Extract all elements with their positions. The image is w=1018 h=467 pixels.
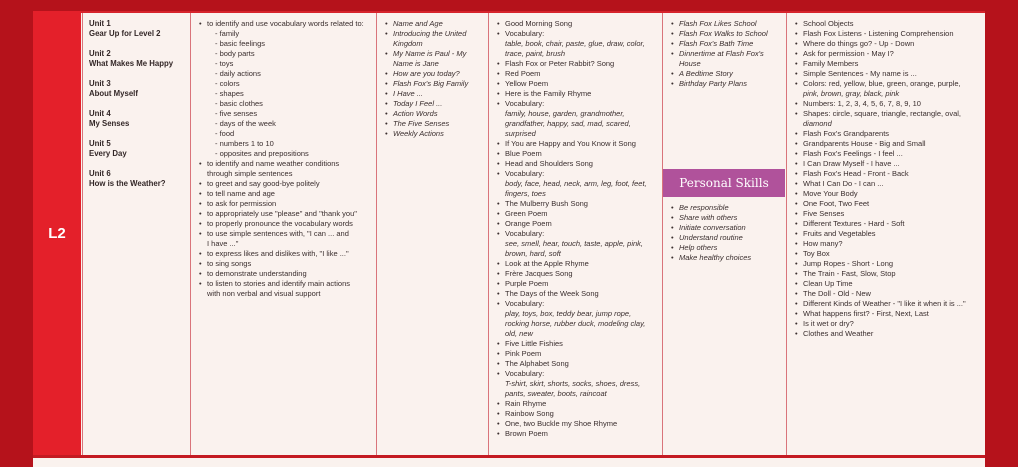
content-item: • Flash Fox's Feelings - I feel ... [793, 149, 985, 159]
content-item: • Family Members [793, 59, 985, 69]
song-item: • Flash Fox or Peter Rabbit? Song [495, 59, 662, 69]
content-item: • Different Textures - Hard - Soft [793, 219, 985, 229]
content-item: • Colors: red, yellow, blue, green, orange, purple, [793, 79, 985, 89]
content-item: pink, brown, gray, black, pink [803, 89, 900, 98]
objective-item: - basic clothes [215, 99, 263, 108]
objective-item: • to express likes and dislikes with, "I like ..." [197, 249, 376, 259]
skill-item: • Initiate conversation [669, 223, 783, 233]
content-item: diamond [803, 119, 832, 128]
objective-item: • to properly pronounce the vocabulary words [197, 219, 376, 229]
content-item: • Grandparents House - Big and Small [793, 139, 985, 149]
song-item: • Orange Poem [495, 219, 662, 229]
story-item: • Birthday Party Plans [669, 79, 786, 89]
content-item: • School Objects [793, 19, 985, 29]
content-item: • Flash Fox's Head - Front - Back [793, 169, 985, 179]
content-item: • Different Kinds of Weather - "I like it when it is ..." [793, 299, 985, 309]
song-item: old, new [505, 329, 533, 338]
song-item: • Red Poem [495, 69, 662, 79]
objective-item: - family [215, 29, 240, 38]
objective-item: • to ask for permission [197, 199, 376, 209]
song-item: • Vocabulary: [495, 29, 662, 39]
content-item: • How many? [793, 239, 985, 249]
story-item: • Flash Fox Walks to School [669, 29, 786, 39]
content-column [786, 13, 985, 455]
topic-item: • My Name is Paul - My Name is Jane [383, 49, 488, 69]
objectives-column [190, 13, 376, 455]
objective-item: • to demonstrate understanding [197, 269, 376, 279]
unit-number: Unit 2 [89, 49, 111, 58]
unit-heading [89, 139, 190, 159]
song-item: • The Alphabet Song [495, 359, 662, 369]
objective-item: - shapes [215, 89, 244, 98]
skill-item: • Make healthy choices [669, 253, 783, 263]
topics-column [376, 13, 488, 455]
content-item: • Jump Ropes - Short - Long [793, 259, 985, 269]
unit-title: What Makes Me Happy [89, 59, 174, 68]
unit-number: Unit 5 [89, 139, 111, 148]
objective-item: - opposites and prepositions [215, 149, 309, 158]
skill-item: • Understand routine [669, 233, 783, 243]
skill-item: • Help others [669, 243, 783, 253]
topic-item: • Action Words [383, 109, 488, 119]
song-item: rocking horse, rubber duck, modeling clay, [505, 319, 646, 328]
level-cell [33, 11, 81, 455]
content-item: • Toy Box [793, 249, 985, 259]
objective-item: - five senses [215, 109, 258, 118]
content-item: • One Foot, Two Feet [793, 199, 985, 209]
song-item: • Pink Poem [495, 349, 662, 359]
song-item: play, toys, box, teddy bear, jump rope, [505, 309, 632, 318]
skill-item: • Be responsible [669, 203, 783, 213]
objective-item: - numbers 1 to 10 [215, 139, 274, 148]
topic-item: • Name and Age [383, 19, 488, 29]
song-item: • Green Poem [495, 209, 662, 219]
song-item: • Vocabulary: [495, 229, 662, 239]
story-item: • Dinnertime at Flash Fox's House [669, 49, 786, 69]
skill-item: • Share with others [669, 213, 783, 223]
objective-item: - basic feelings [215, 39, 266, 48]
story-item: • Flash Fox Likes School [669, 19, 786, 29]
content-item: • The Doll - Old - New [793, 289, 985, 299]
objective-item: • to identify and use vocabulary words related to: [197, 19, 376, 29]
song-item: • Purple Poem [495, 279, 662, 289]
objective-item: - daily actions [215, 69, 261, 78]
song-item: family, house, garden, grandmother, [505, 109, 625, 118]
content-item: • Where do things go? - Up - Down [793, 39, 985, 49]
song-item: • Here is the Family Rhyme [495, 89, 662, 99]
objective-item: with non verbal and visual support [207, 289, 321, 298]
topic-item: • Today I Feel ... [383, 99, 488, 109]
content-item: • Simple Sentences - My name is ... [793, 69, 985, 79]
song-item: • One, two Buckle my Shoe Rhyme [495, 419, 662, 429]
story-item: • A Bedtime Story [669, 69, 786, 79]
song-item: • Rain Rhyme [495, 399, 662, 409]
topic-item: • Weekly Actions [383, 129, 488, 139]
song-item: • Blue Poem [495, 149, 662, 159]
unit-heading [89, 109, 190, 129]
song-item: • Vocabulary: [495, 299, 662, 309]
content-item: • Flash Fox Listens - Listening Comprehension [793, 29, 985, 39]
objective-item: - body parts [215, 49, 255, 58]
content-item: • Shapes: circle, square, triangle, rectangle, oval, [793, 109, 985, 119]
topic-item: • I Have ... [383, 89, 488, 99]
content-item: • I Can Draw Myself - I have ... [793, 159, 985, 169]
song-item: see, smell, hear, touch, taste, apple, pink, [505, 239, 643, 248]
song-item: brown, hard, soft [505, 249, 561, 258]
song-item: • Good Morning Song [495, 19, 662, 29]
content-item: • Flash Fox's Grandparents [793, 129, 985, 139]
content-item: • Numbers: 1, 2, 3, 4, 5, 6, 7, 8, 9, 10 [793, 99, 985, 109]
song-item: grandfather, happy, sad, mad, scared, [505, 119, 631, 128]
unit-title: My Senses [89, 119, 130, 128]
song-item: • The Days of the Week Song [495, 289, 662, 299]
content-item: • What I Can Do - I can ... [793, 179, 985, 189]
unit-heading [89, 49, 190, 69]
topic-item: • The Five Senses [383, 119, 488, 129]
song-item: T-shirt, skirt, shorts, socks, shoes, dress, [505, 379, 641, 388]
level-label: L2 [48, 224, 66, 242]
topic-item: • Flash Fox's Big Family [383, 79, 488, 89]
unit-heading [89, 79, 190, 99]
song-item: • Vocabulary: [495, 99, 662, 109]
personal-skills-list [669, 203, 783, 263]
unit-title: Every Day [89, 149, 127, 158]
objective-item: - toys [215, 59, 234, 68]
song-item: • Head and Shoulders Song [495, 159, 662, 169]
unit-title: How is the Weather? [89, 179, 166, 188]
objective-item: • to appropriately use "please" and "thank you" [197, 209, 376, 219]
unit-title: About Myself [89, 89, 138, 98]
content-item: • Move Your Body [793, 189, 985, 199]
topic-item: • How are you today? [383, 69, 488, 79]
unit-number: Unit 3 [89, 79, 111, 88]
unit-heading [89, 169, 190, 189]
content-item: • Five Senses [793, 209, 985, 219]
song-item: • If You are Happy and You Know it Song [495, 139, 662, 149]
objective-item: - colors [215, 79, 240, 88]
song-item: • Vocabulary: [495, 169, 662, 179]
objective-item: through simple sentences [207, 169, 293, 178]
personal-skills-header: Personal Skills [663, 169, 785, 197]
song-item: trace, paint, brush [505, 49, 566, 58]
objective-item: • to greet and say good-bye politely [197, 179, 376, 189]
story-item: • Flash Fox's Bath Time [669, 39, 786, 49]
content-item: • Fruits and Vegetables [793, 229, 985, 239]
song-item: surprised [505, 129, 536, 138]
objective-item: I have ..." [207, 239, 239, 248]
song-item: • The Mulberry Bush Song [495, 199, 662, 209]
next-row-edge [33, 455, 985, 467]
song-item: • Brown Poem [495, 429, 662, 439]
song-item: • Vocabulary: [495, 369, 662, 379]
content-item: • Clean Up Time [793, 279, 985, 289]
content-item: • Ask for permission - May I? [793, 49, 985, 59]
song-item: pants, sweater, boots, raincoat [505, 389, 607, 398]
objective-item: - food [215, 129, 235, 138]
song-item: fingers, toes [505, 189, 546, 198]
content-item: • Is it wet or dry? [793, 319, 985, 329]
song-item: • Frère Jacques Song [495, 269, 662, 279]
content-item: • Clothes and Weather [793, 329, 985, 339]
song-item: • Five Little Fishies [495, 339, 662, 349]
song-item: • Yellow Poem [495, 79, 662, 89]
song-item: table, book, chair, paste, glue, draw, color, [505, 39, 645, 48]
topic-item: • Introducing the United Kingdom [383, 29, 488, 49]
songs-poems-column [488, 13, 662, 455]
objective-item: • to identify and name weather conditions [197, 159, 376, 169]
unit-title: Gear Up for Level 2 [89, 29, 161, 38]
objective-item: • to listen to stories and identify main actions [197, 279, 376, 289]
unit-heading [89, 19, 190, 39]
objective-item: • to sing songs [197, 259, 376, 269]
content-item: • What happens first? - First, Next, Last [793, 309, 985, 319]
unit-number: Unit 1 [89, 19, 111, 28]
song-item: • Look at the Apple Rhyme [495, 259, 662, 269]
objective-item: - days of the week [215, 119, 276, 128]
song-item: • Rainbow Song [495, 409, 662, 419]
objective-item: • to use simple sentences with, "I can ... and [197, 229, 376, 239]
content-item: • The Train - Fast, Slow, Stop [793, 269, 985, 279]
objective-item: • to tell name and age [197, 189, 376, 199]
song-item: body, face, head, neck, arm, leg, foot, feet, [505, 179, 647, 188]
unit-number: Unit 4 [89, 109, 111, 118]
unit-number: Unit 6 [89, 169, 111, 178]
units-column [82, 13, 190, 455]
